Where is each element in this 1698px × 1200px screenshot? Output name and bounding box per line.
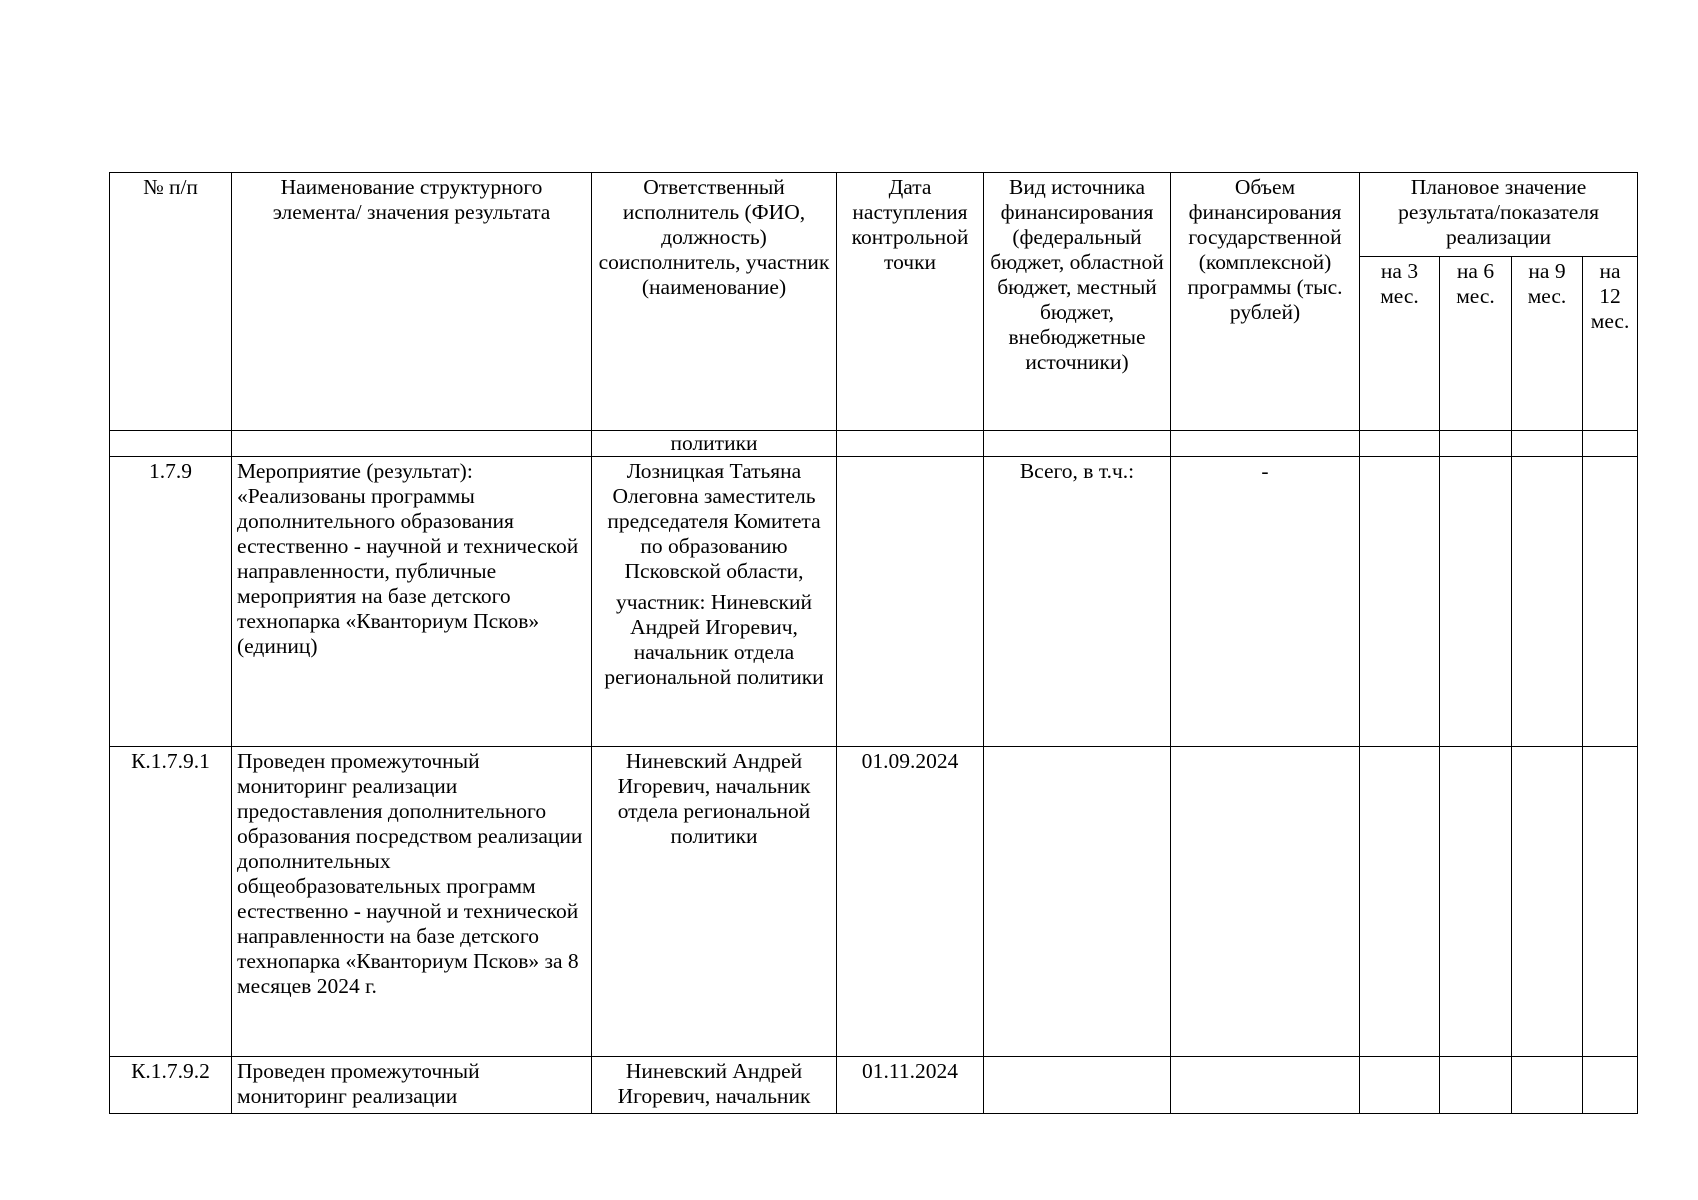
cell-9-months [1512, 747, 1583, 1057]
header-volume: Объем финансирования государственной (комплексной) программы (тыс. рублей) [1171, 173, 1360, 431]
cell-6-months [1440, 747, 1512, 1057]
cell-date [837, 457, 984, 747]
cell-name: Проведен промежуточный мониторинг реализации [232, 1057, 592, 1114]
cell-responsible: политики [592, 431, 837, 457]
cell-volume [1171, 431, 1360, 457]
cell-6-months [1440, 1057, 1512, 1114]
cell-volume [1171, 747, 1360, 1057]
cell-name: Проведен промежуточный мониторинг реализации предоставления дополнительного образования посредством реализации дополнительных общеобразовательных программ естественно - научной и технической направленности на базе детского технопарка «Кванториум Псков» за 8 месяцев 2024 г. [232, 747, 592, 1057]
cell-responsible: Ниневский Андрей Игоревич, начальник [592, 1057, 837, 1114]
header-date: Дата наступления контрольной точки [837, 173, 984, 431]
cell-num: К.1.7.9.1 [110, 747, 232, 1057]
cell-num: К.1.7.9.2 [110, 1057, 232, 1114]
cell-responsible [592, 457, 837, 747]
cell-9-months [1512, 457, 1583, 747]
cell-date: 01.11.2024 [837, 1057, 984, 1114]
cell-name: Мероприятие (результат): «Реализованы программы дополнительного образования естественно - научной и технической направленности, публичные мероприятия на базе детского технопарка «Кванториум Псков» (единиц) [232, 457, 592, 747]
cell-num [110, 431, 232, 457]
header-responsible: Ответственный исполнитель (ФИО, должность) соисполнитель, участник (наименование) [592, 173, 837, 431]
table-row [110, 1057, 1638, 1114]
header-3-months: на 3 мес. [1360, 257, 1440, 431]
table-row [110, 431, 1638, 457]
cell-num: 1.7.9 [110, 457, 232, 747]
plan-table [109, 172, 1638, 1114]
header-source: Вид источника финансирования (федеральный бюджет, областной бюджет, местный бюджет, внебюджетные источники) [984, 173, 1171, 431]
cell-source [984, 747, 1171, 1057]
cell-3-months [1360, 431, 1440, 457]
header-row [110, 173, 1638, 257]
cell-volume [1171, 1057, 1360, 1114]
cell-date: 01.09.2024 [837, 747, 984, 1057]
header-9-months: на 9 мес. [1512, 257, 1583, 431]
cell-12-months [1583, 1057, 1638, 1114]
cell-3-months [1360, 1057, 1440, 1114]
cell-12-months [1583, 747, 1638, 1057]
cell-volume: - [1171, 457, 1360, 747]
cell-source: Всего, в т.ч.: [984, 457, 1171, 747]
cell-6-months [1440, 457, 1512, 747]
cell-3-months [1360, 747, 1440, 1057]
cell-9-months [1512, 431, 1583, 457]
header-plan: Плановое значение результата/показателя реализации [1360, 173, 1638, 257]
cell-9-months [1512, 1057, 1583, 1114]
table-row [110, 747, 1638, 1057]
responsible-executor: Лозницкая Татьяна Олеговна заместитель председателя Комитета по образованию Псковской области, [607, 459, 821, 583]
cell-source [984, 431, 1171, 457]
header-6-months: на 6 мес. [1440, 257, 1512, 431]
cell-3-months [1360, 457, 1440, 747]
cell-12-months [1583, 457, 1638, 747]
cell-6-months [1440, 431, 1512, 457]
cell-name [232, 431, 592, 457]
responsible-participant: участник: Ниневский Андрей Игоревич, начальник отдела региональной политики [604, 590, 824, 689]
header-name: Наименование структурного элемента/ значения результата [232, 173, 592, 431]
table-row [110, 457, 1638, 747]
cell-date [837, 431, 984, 457]
header-12-months: на 12 мес. [1583, 257, 1638, 431]
cell-12-months [1583, 431, 1638, 457]
document-page [109, 172, 1637, 1114]
header-num: № п/п [110, 173, 232, 431]
cell-responsible: Ниневский Андрей Игоревич, начальник отдела региональной политики [592, 747, 837, 1057]
cell-source [984, 1057, 1171, 1114]
